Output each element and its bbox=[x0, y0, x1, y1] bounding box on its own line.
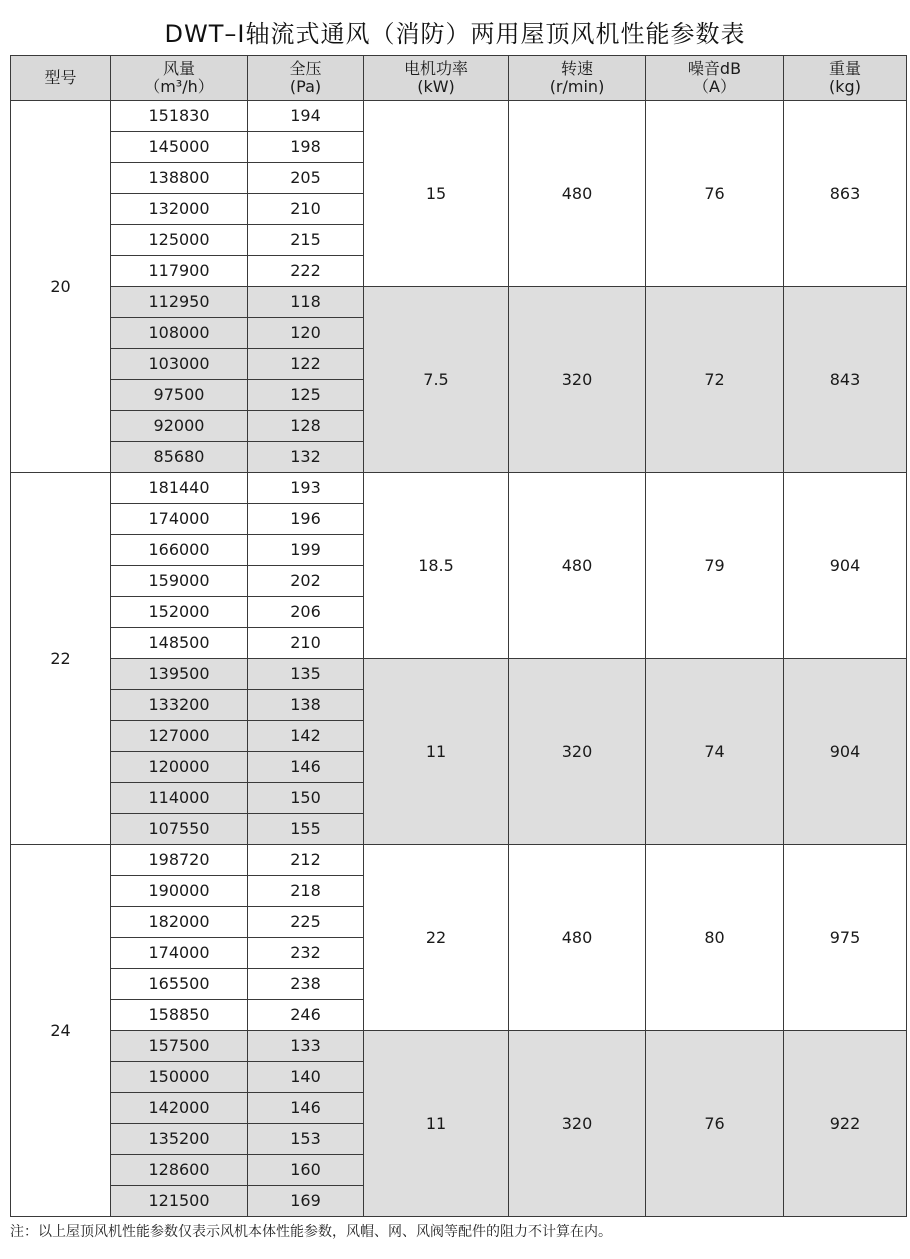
pressure-cell: 194 bbox=[248, 101, 364, 132]
table-body bbox=[11, 101, 907, 1217]
pressure-cell: 210 bbox=[248, 628, 364, 659]
airflow-cell: 114000 bbox=[111, 783, 248, 814]
airflow-cell: 133200 bbox=[111, 690, 248, 721]
airflow-cell: 174000 bbox=[111, 938, 248, 969]
pressure-cell: 199 bbox=[248, 535, 364, 566]
table-row bbox=[11, 659, 907, 690]
pressure-cell: 246 bbox=[248, 1000, 364, 1031]
pressure-cell: 150 bbox=[248, 783, 364, 814]
table-row bbox=[11, 287, 907, 318]
weight-cell: 843 bbox=[784, 287, 907, 473]
page-title: DWT–I轴流式通风（消防）两用屋顶风机性能参数表 bbox=[164, 20, 746, 48]
pressure-cell: 120 bbox=[248, 318, 364, 349]
noise-cell: 74 bbox=[646, 659, 784, 845]
airflow-cell: 157500 bbox=[111, 1031, 248, 1062]
table-row bbox=[11, 473, 907, 504]
pressure-cell: 198 bbox=[248, 132, 364, 163]
header-weight: 重量 (kg) bbox=[784, 56, 907, 101]
pressure-cell: 128 bbox=[248, 411, 364, 442]
airflow-cell: 127000 bbox=[111, 721, 248, 752]
pressure-cell: 202 bbox=[248, 566, 364, 597]
noise-cell: 76 bbox=[646, 101, 784, 287]
pressure-cell: 238 bbox=[248, 969, 364, 1000]
performance-table bbox=[10, 55, 907, 1217]
speed-cell: 320 bbox=[509, 1031, 646, 1217]
airflow-cell: 148500 bbox=[111, 628, 248, 659]
speed-cell: 320 bbox=[509, 287, 646, 473]
airflow-cell: 165500 bbox=[111, 969, 248, 1000]
airflow-cell: 152000 bbox=[111, 597, 248, 628]
airflow-cell: 151830 bbox=[111, 101, 248, 132]
performance-table-wrapper bbox=[10, 55, 907, 1217]
airflow-cell: 85680 bbox=[111, 442, 248, 473]
pressure-cell: 146 bbox=[248, 752, 364, 783]
pressure-cell: 193 bbox=[248, 473, 364, 504]
airflow-cell: 135200 bbox=[111, 1124, 248, 1155]
pressure-cell: 155 bbox=[248, 814, 364, 845]
pressure-cell: 205 bbox=[248, 163, 364, 194]
weight-cell: 863 bbox=[784, 101, 907, 287]
noise-cell: 80 bbox=[646, 845, 784, 1031]
weight-cell: 922 bbox=[784, 1031, 907, 1217]
airflow-cell: 150000 bbox=[111, 1062, 248, 1093]
noise-cell: 76 bbox=[646, 1031, 784, 1217]
airflow-cell: 174000 bbox=[111, 504, 248, 535]
table-row bbox=[11, 101, 907, 132]
model-cell: 22 bbox=[11, 473, 111, 845]
pressure-cell: 125 bbox=[248, 380, 364, 411]
airflow-cell: 120000 bbox=[111, 752, 248, 783]
motor-power-cell: 15 bbox=[364, 101, 509, 287]
noise-cell: 72 bbox=[646, 287, 784, 473]
noise-cell: 79 bbox=[646, 473, 784, 659]
weight-cell: 975 bbox=[784, 845, 907, 1031]
airflow-cell: 92000 bbox=[111, 411, 248, 442]
airflow-cell: 128600 bbox=[111, 1155, 248, 1186]
motor-power-cell: 7.5 bbox=[364, 287, 509, 473]
header-model: 型号 bbox=[11, 56, 111, 101]
airflow-cell: 132000 bbox=[111, 194, 248, 225]
pressure-cell: 196 bbox=[248, 504, 364, 535]
pressure-cell: 140 bbox=[248, 1062, 364, 1093]
pressure-cell: 133 bbox=[248, 1031, 364, 1062]
airflow-cell: 117900 bbox=[111, 256, 248, 287]
pressure-cell: 218 bbox=[248, 876, 364, 907]
airflow-cell: 182000 bbox=[111, 907, 248, 938]
airflow-cell: 190000 bbox=[111, 876, 248, 907]
airflow-cell: 108000 bbox=[111, 318, 248, 349]
pressure-cell: 153 bbox=[248, 1124, 364, 1155]
pressure-cell: 222 bbox=[248, 256, 364, 287]
pressure-cell: 146 bbox=[248, 1093, 364, 1124]
airflow-cell: 181440 bbox=[111, 473, 248, 504]
table-row bbox=[11, 845, 907, 876]
pressure-cell: 160 bbox=[248, 1155, 364, 1186]
motor-power-cell: 11 bbox=[364, 659, 509, 845]
airflow-cell: 138800 bbox=[111, 163, 248, 194]
pressure-cell: 215 bbox=[248, 225, 364, 256]
table-row bbox=[11, 1031, 907, 1062]
speed-cell: 320 bbox=[509, 659, 646, 845]
pressure-cell: 212 bbox=[248, 845, 364, 876]
motor-power-cell: 22 bbox=[364, 845, 509, 1031]
pressure-cell: 206 bbox=[248, 597, 364, 628]
motor-power-cell: 11 bbox=[364, 1031, 509, 1217]
pressure-cell: 210 bbox=[248, 194, 364, 225]
pressure-cell: 118 bbox=[248, 287, 364, 318]
speed-cell: 480 bbox=[509, 101, 646, 287]
header-motor-power: 电机功率 (kW) bbox=[364, 56, 509, 101]
header-noise: 噪音dB （A） bbox=[646, 56, 784, 101]
airflow-cell: 198720 bbox=[111, 845, 248, 876]
motor-power-cell: 18.5 bbox=[364, 473, 509, 659]
pressure-cell: 122 bbox=[248, 349, 364, 380]
airflow-cell: 121500 bbox=[111, 1186, 248, 1217]
weight-cell: 904 bbox=[784, 473, 907, 659]
model-cell: 24 bbox=[11, 845, 111, 1217]
pressure-cell: 135 bbox=[248, 659, 364, 690]
pressure-cell: 225 bbox=[248, 907, 364, 938]
airflow-cell: 97500 bbox=[111, 380, 248, 411]
weight-cell: 904 bbox=[784, 659, 907, 845]
airflow-cell: 166000 bbox=[111, 535, 248, 566]
pressure-cell: 132 bbox=[248, 442, 364, 473]
speed-cell: 480 bbox=[509, 473, 646, 659]
airflow-cell: 125000 bbox=[111, 225, 248, 256]
header-airflow: 风量 （m³/h） bbox=[111, 56, 248, 101]
airflow-cell: 112950 bbox=[111, 287, 248, 318]
pressure-cell: 169 bbox=[248, 1186, 364, 1217]
header-row bbox=[11, 56, 907, 101]
model-cell: 20 bbox=[11, 101, 111, 473]
airflow-cell: 142000 bbox=[111, 1093, 248, 1124]
airflow-cell: 158850 bbox=[111, 1000, 248, 1031]
pressure-cell: 138 bbox=[248, 690, 364, 721]
speed-cell: 480 bbox=[509, 845, 646, 1031]
airflow-cell: 145000 bbox=[111, 132, 248, 163]
airflow-cell: 107550 bbox=[111, 814, 248, 845]
airflow-cell: 139500 bbox=[111, 659, 248, 690]
pressure-cell: 142 bbox=[248, 721, 364, 752]
airflow-cell: 103000 bbox=[111, 349, 248, 380]
header-pressure: 全压 (Pa) bbox=[248, 56, 364, 101]
airflow-cell: 159000 bbox=[111, 566, 248, 597]
header-speed: 转速 (r/min) bbox=[509, 56, 646, 101]
footnote: 注：以上屋顶风机性能参数仅表示风机本体性能参数，风帽、网、风阀等配件的阻力不计算在内。 bbox=[10, 1224, 612, 1240]
pressure-cell: 232 bbox=[248, 938, 364, 969]
